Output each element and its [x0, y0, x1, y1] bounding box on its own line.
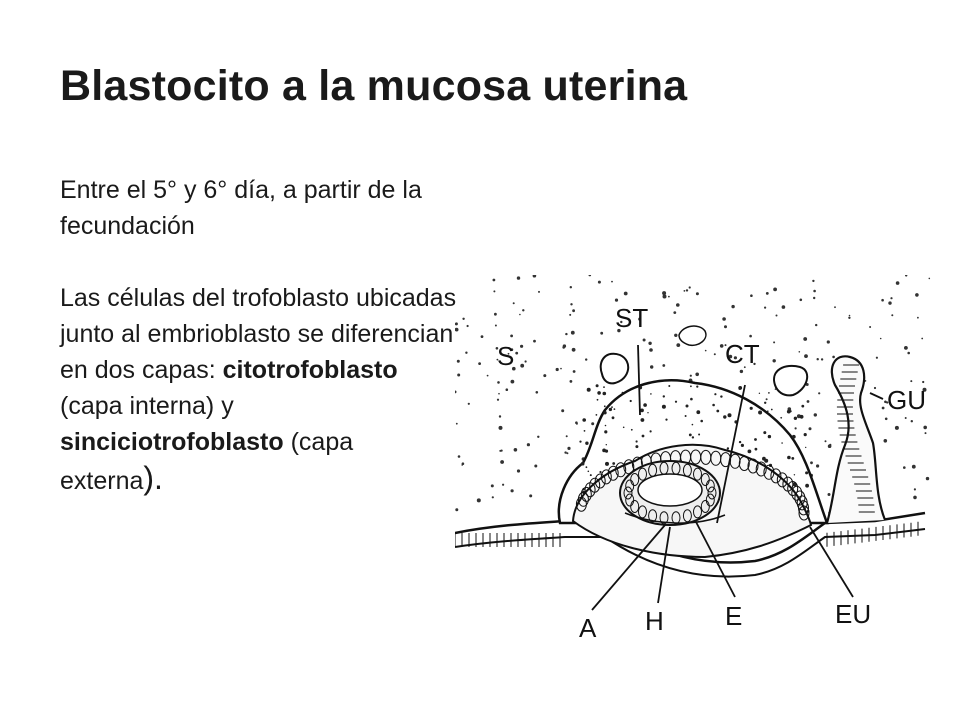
label-ct: CT [725, 339, 760, 369]
paragraph-gap [60, 244, 460, 280]
label-s: S [497, 341, 515, 371]
label-a: A [579, 613, 597, 643]
closing-punctuation: ). [143, 460, 163, 496]
label-gu: GU [887, 385, 926, 415]
implantation-diagram [455, 275, 935, 645]
paragraph-description [60, 280, 460, 499]
amniotic-cavity [638, 474, 702, 506]
term-sinciciotrofoblasto: sinciciotrofoblasto [60, 428, 284, 456]
slide-title: Blastocito a la mucosa uterina [60, 62, 688, 110]
lacuna-right [774, 366, 807, 396]
label-e: E [725, 601, 743, 631]
lacuna-left [601, 354, 629, 384]
description-text: Las células del trofoblasto ubicadas junto al embrioblasto se diferencian en dos capas: [60, 284, 457, 384]
label-eu: EU [835, 599, 872, 629]
label-st: ST [615, 303, 649, 333]
uterine-gland [827, 356, 885, 523]
term-citotrofoblasto-note: (capa interna) y [60, 392, 234, 420]
slide-body [60, 172, 460, 499]
label-h: H [645, 606, 664, 636]
lacuna-top [679, 326, 706, 345]
term-citotrofoblasto: citotrofoblasto [222, 356, 398, 384]
term-sinciciotrofoblasto-note: (capa externa [60, 428, 354, 495]
paragraph-timing: Entre el 5° y 6° día, a partir de la fecundación [60, 176, 422, 240]
